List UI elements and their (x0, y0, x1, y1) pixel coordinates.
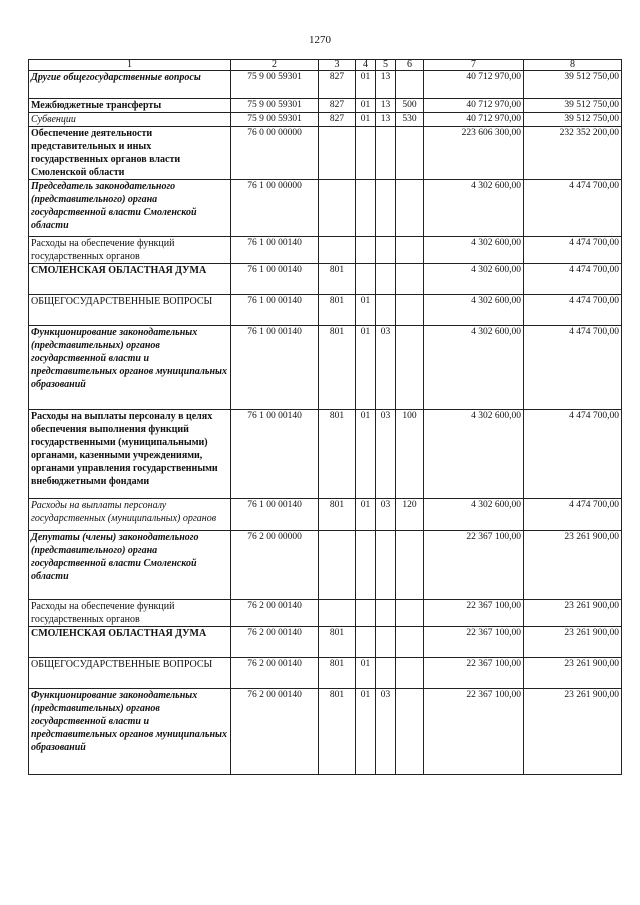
row-name: Межбюджетные трансферты (29, 99, 231, 113)
header-col-5: 5 (376, 60, 396, 71)
row-target-code: 76 2 00 00140 (231, 600, 319, 627)
row-target-code: 76 0 00 00000 (231, 127, 319, 180)
table-row (29, 689, 622, 775)
row-expense-type-code (396, 180, 424, 237)
row-expense-type-code (396, 127, 424, 180)
row-department-code: 827 (319, 99, 356, 113)
row-amount-col7: 4 302 600,00 (424, 295, 524, 326)
row-department-code: 801 (319, 326, 356, 410)
row-target-code: 76 2 00 00140 (231, 627, 319, 658)
header-col-4: 4 (356, 60, 376, 71)
row-amount-col8: 23 261 900,00 (524, 600, 622, 627)
table-row (29, 499, 622, 531)
row-section-code: 01 (356, 113, 376, 127)
row-target-code: 75 9 00 59301 (231, 113, 319, 127)
row-expense-type-code: 100 (396, 410, 424, 499)
row-department-code: 801 (319, 627, 356, 658)
row-subsection-code (376, 600, 396, 627)
row-name: Функционирование законодательных (представительных) органов государственной власти и представительных органов муниципальных образований (29, 326, 231, 410)
table-row (29, 531, 622, 600)
row-target-code: 76 1 00 00140 (231, 237, 319, 264)
row-expense-type-code (396, 627, 424, 658)
header-col-6: 6 (396, 60, 424, 71)
table-row (29, 99, 622, 113)
row-amount-col7: 4 302 600,00 (424, 410, 524, 499)
row-target-code: 76 1 00 00140 (231, 264, 319, 295)
row-target-code: 76 1 00 00140 (231, 499, 319, 531)
row-subsection-code: 13 (376, 71, 396, 99)
row-department-code (319, 237, 356, 264)
row-expense-type-code (396, 71, 424, 99)
table-row (29, 264, 622, 295)
row-department-code: 801 (319, 410, 356, 499)
table-row (29, 71, 622, 99)
row-department-code (319, 180, 356, 237)
table-row (29, 410, 622, 499)
budget-table-body (29, 71, 622, 775)
row-expense-type-code (396, 658, 424, 689)
row-amount-col8: 23 261 900,00 (524, 531, 622, 600)
table-row (29, 658, 622, 689)
row-expense-type-code: 500 (396, 99, 424, 113)
row-amount-col7: 22 367 100,00 (424, 531, 524, 600)
header-col-1: 1 (29, 60, 231, 71)
row-expense-type-code: 530 (396, 113, 424, 127)
row-section-code (356, 264, 376, 295)
row-expense-type-code (396, 264, 424, 295)
row-department-code: 827 (319, 71, 356, 99)
row-amount-col8: 39 512 750,00 (524, 71, 622, 99)
table-row (29, 113, 622, 127)
header-col-8: 8 (524, 60, 622, 71)
row-section-code: 01 (356, 499, 376, 531)
row-expense-type-code (396, 326, 424, 410)
row-subsection-code (376, 627, 396, 658)
header-col-2: 2 (231, 60, 319, 71)
row-target-code: 76 2 00 00140 (231, 689, 319, 775)
row-section-code: 01 (356, 689, 376, 775)
page-number: 1270 (309, 34, 331, 46)
header-col-7: 7 (424, 60, 524, 71)
row-amount-col8: 4 474 700,00 (524, 326, 622, 410)
row-amount-col8: 4 474 700,00 (524, 295, 622, 326)
row-amount-col7: 223 606 300,00 (424, 127, 524, 180)
row-section-code (356, 627, 376, 658)
row-subsection-code (376, 531, 396, 600)
row-expense-type-code (396, 237, 424, 264)
row-amount-col7: 40 712 970,00 (424, 71, 524, 99)
budget-table (28, 59, 622, 775)
row-subsection-code (376, 264, 396, 295)
row-department-code (319, 127, 356, 180)
row-name: Председатель законодательного (представительного) органа государственной власти Смоленской области (29, 180, 231, 237)
row-department-code: 827 (319, 113, 356, 127)
row-section-code: 01 (356, 658, 376, 689)
row-amount-col8: 23 261 900,00 (524, 627, 622, 658)
row-target-code: 76 1 00 00140 (231, 326, 319, 410)
row-amount-col8: 23 261 900,00 (524, 689, 622, 775)
header-row (29, 60, 622, 71)
row-subsection-code: 03 (376, 689, 396, 775)
row-amount-col8: 39 512 750,00 (524, 99, 622, 113)
row-name: СМОЛЕНСКАЯ ОБЛАСТНАЯ ДУМА (29, 264, 231, 295)
row-name: СМОЛЕНСКАЯ ОБЛАСТНАЯ ДУМА (29, 627, 231, 658)
table-row (29, 127, 622, 180)
row-department-code: 801 (319, 689, 356, 775)
row-target-code: 76 2 00 00140 (231, 658, 319, 689)
row-target-code: 76 2 00 00000 (231, 531, 319, 600)
row-target-code: 76 1 00 00140 (231, 410, 319, 499)
row-department-code: 801 (319, 499, 356, 531)
row-subsection-code (376, 127, 396, 180)
table-row (29, 600, 622, 627)
row-name: Расходы на выплаты персоналу государственных (муниципальных) органов (29, 499, 231, 531)
row-subsection-code (376, 658, 396, 689)
row-section-code (356, 127, 376, 180)
row-name: Депутаты (члены) законодательного (представительного) органа государственной власти Смоленской области (29, 531, 231, 600)
row-expense-type-code (396, 295, 424, 326)
table-row (29, 326, 622, 410)
row-amount-col8: 232 352 200,00 (524, 127, 622, 180)
row-department-code: 801 (319, 658, 356, 689)
row-section-code: 01 (356, 295, 376, 326)
row-section-code (356, 531, 376, 600)
row-target-code: 75 9 00 59301 (231, 71, 319, 99)
row-subsection-code (376, 295, 396, 326)
row-name: ОБЩЕГОСУДАРСТВЕННЫЕ ВОПРОСЫ (29, 658, 231, 689)
row-department-code: 801 (319, 264, 356, 295)
row-target-code: 75 9 00 59301 (231, 99, 319, 113)
row-expense-type-code: 120 (396, 499, 424, 531)
row-expense-type-code (396, 689, 424, 775)
row-subsection-code: 03 (376, 326, 396, 410)
row-amount-col8: 23 261 900,00 (524, 658, 622, 689)
row-amount-col8: 4 474 700,00 (524, 237, 622, 264)
row-amount-col8: 39 512 750,00 (524, 113, 622, 127)
row-subsection-code: 03 (376, 410, 396, 499)
row-amount-col7: 4 302 600,00 (424, 180, 524, 237)
table-row (29, 295, 622, 326)
row-amount-col7: 40 712 970,00 (424, 99, 524, 113)
row-expense-type-code (396, 531, 424, 600)
row-subsection-code (376, 237, 396, 264)
row-name: Расходы на обеспечение функций государственных органов (29, 237, 231, 264)
row-section-code: 01 (356, 410, 376, 499)
row-amount-col8: 4 474 700,00 (524, 410, 622, 499)
row-name: Другие общегосударственные вопросы (29, 71, 231, 99)
table-row (29, 180, 622, 237)
row-amount-col7: 4 302 600,00 (424, 237, 524, 264)
row-amount-col8: 4 474 700,00 (524, 499, 622, 531)
row-section-code: 01 (356, 326, 376, 410)
row-name: Расходы на обеспечение функций государственных органов (29, 600, 231, 627)
row-subsection-code (376, 180, 396, 237)
row-target-code: 76 1 00 00140 (231, 295, 319, 326)
row-amount-col7: 4 302 600,00 (424, 326, 524, 410)
row-department-code (319, 600, 356, 627)
row-section-code: 01 (356, 99, 376, 113)
row-amount-col7: 22 367 100,00 (424, 658, 524, 689)
row-department-code (319, 531, 356, 600)
row-subsection-code: 03 (376, 499, 396, 531)
table-row (29, 237, 622, 264)
row-name: Функционирование законодательных (представительных) органов государственной власти и представительных органов муниципальных образований (29, 689, 231, 775)
row-section-code (356, 600, 376, 627)
row-amount-col7: 22 367 100,00 (424, 689, 524, 775)
row-amount-col7: 4 302 600,00 (424, 499, 524, 531)
row-expense-type-code (396, 600, 424, 627)
row-amount-col7: 40 712 970,00 (424, 113, 524, 127)
row-amount-col8: 4 474 700,00 (524, 264, 622, 295)
row-amount-col7: 22 367 100,00 (424, 627, 524, 658)
row-section-code (356, 237, 376, 264)
row-department-code: 801 (319, 295, 356, 326)
row-target-code: 76 1 00 00000 (231, 180, 319, 237)
row-section-code: 01 (356, 71, 376, 99)
row-subsection-code: 13 (376, 113, 396, 127)
row-amount-col7: 4 302 600,00 (424, 264, 524, 295)
row-amount-col7: 22 367 100,00 (424, 600, 524, 627)
row-section-code (356, 180, 376, 237)
table-row (29, 627, 622, 658)
row-name: Обеспечение деятельности представительных и иных государственных органов власти Смоленской области (29, 127, 231, 180)
row-name: Субвенции (29, 113, 231, 127)
row-subsection-code: 13 (376, 99, 396, 113)
row-amount-col8: 4 474 700,00 (524, 180, 622, 237)
header-col-3: 3 (319, 60, 356, 71)
row-name: Расходы на выплаты персоналу в целях обеспечения выполнения функций государственными (муниципальными) органами, казенными учреждениями, органами управления государственными внебюджетными фондами (29, 410, 231, 499)
row-name: ОБЩЕГОСУДАРСТВЕННЫЕ ВОПРОСЫ (29, 295, 231, 326)
